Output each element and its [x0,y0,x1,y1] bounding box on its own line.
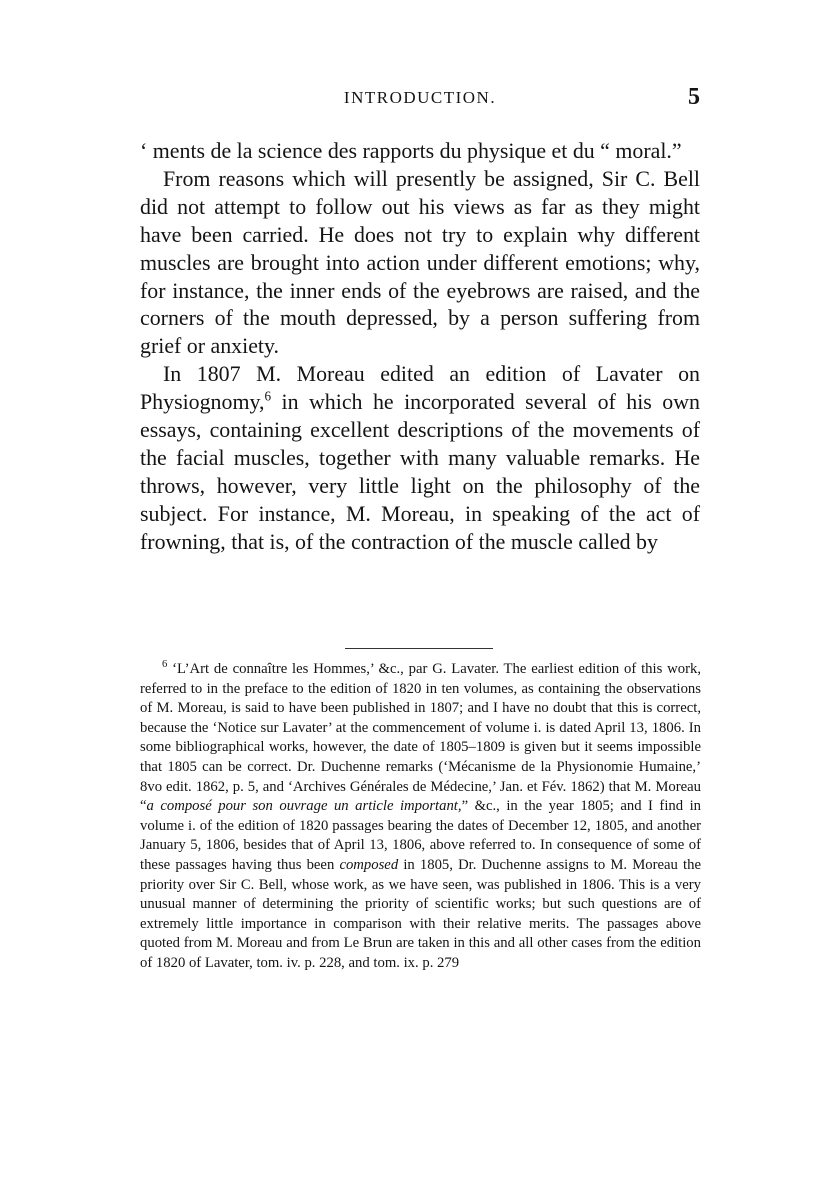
footnote-marker: 6 [162,659,168,671]
footnote-italic-quote: a composé pour son ouvrage un article important, [146,798,462,815]
footnote-divider [345,648,493,649]
page-header [140,84,700,110]
footnote-text-3: in 1805, Dr. Duchenne assigns to M. Moreau the priority over Sir C. Bell, whose work, as we have seen, was published in 1806. This is a very unusual manner of determining the priority of scientific works; but such questions are of extremely little importance in comparison with their relative merits. The passages above quoted from M. Moreau and from Le Brun are taken in this and all other cases from the edition of 1820 of Lavater, tom. iv. p. 228, and tom. ix. p. 279 [140,856,701,971]
paragraph-3-text-a: In 1807 M. Moreau edited an edition of Lavater on Physiognomy, [140,361,700,415]
paragraph-1: ‘ ments de la science des rapports du physique et du “ moral.” [140,138,682,163]
main-text [140,137,700,556]
paragraph-3 [140,360,700,555]
footnote-text-1: ‘L’Art de connaître les Hommes,’ &c., par G. Lavater. The earliest edition of this work, referred to in the preface to the edition of 1820 in ten volumes, as containing the observations of M. Moreau, is said to have been published in 1807; and I have no doubt that this is correct, because the ‘Notice sur Lavater’ at the commencement of volume i. is dated April 13, 1806. In some bibliographical works, however, the date of 1805–1809 is given but it seems impossible that 1805 can be correct. Dr. Duchenne remarks (‘Mécanisme de la Physionomie Humaine,’ 8vo edit. 1862, p. 5, and ‘Archives Générales de Médecine,’ Jan. et Fév. 1862) that M. Moreau “ [140,661,701,815]
footnote-6 [140,660,701,974]
footnote-paragraph [140,660,701,974]
paragraph-3-text-b: in which he incorporated several of his own essays, containing excellent descriptions of the movements of the facial muscles, together with many valuable remarks. He throws, however, very little light on the philosophy of the subject. For instance, M. Moreau, in speaking of the act of frowning, that is, of the contraction of the muscle called by [140,389,700,554]
footnote-italic-composed: composed [339,856,399,873]
footnote-reference-6[interactable]: 6 [264,388,272,404]
footnote-text-2: ” &c., in the year 1805; and I find in volume i. of the edition of 1820 passages bearing the dates of December 12, 1805, and another January 5, 1806, besides that of April 13, 1806, above referred to. In consequence of some of these passages having thus been [140,798,701,873]
page-number: 5 [688,84,700,110]
paragraph-2: From reasons which will presently be assigned, Sir C. Bell did not attempt to follow out his views as far as they might have been carried. He does not try to explain why different muscles are brought into action under different emotions; why, for instance, the inner ends of the eyebrows are raised, and the corners of the mouth depressed, by a person suffering from grief or anxiety. [140,165,700,359]
running-head: INTRODUCTION. [343,88,497,107]
